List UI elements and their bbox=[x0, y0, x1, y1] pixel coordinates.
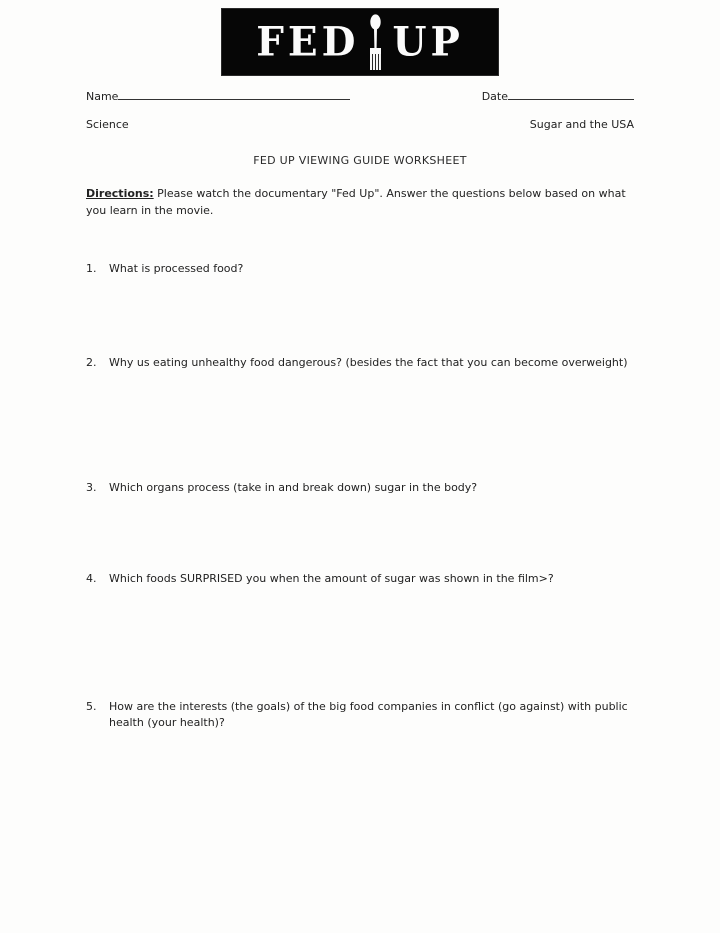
directions-label: Directions: bbox=[86, 187, 154, 200]
subject-unit-row bbox=[86, 118, 634, 131]
question-number: 1. bbox=[86, 262, 97, 275]
name-field bbox=[86, 88, 350, 103]
question-number: 4. bbox=[86, 571, 97, 585]
directions-text: Please watch the documentary "Fed Up". Answer the questions below based on what you learn in the movie. bbox=[86, 187, 626, 217]
name-date-row bbox=[86, 88, 634, 103]
question-text: Which organs process (take in and break down) sugar in the body? bbox=[109, 480, 478, 494]
subject-label: Science bbox=[86, 118, 129, 131]
question-number: 3. bbox=[86, 480, 97, 494]
name-blank-line bbox=[118, 88, 350, 100]
page-title: FED UP VIEWING GUIDE WORKSHEET bbox=[253, 154, 467, 167]
question-text: Which foods SURPRISED you when the amount of sugar was shown in the film>? bbox=[109, 571, 554, 585]
question-number: 2. bbox=[86, 355, 97, 369]
worksheet-content bbox=[86, 88, 634, 731]
unit-label: Sugar and the USA bbox=[529, 118, 634, 131]
question-text: Why us eating unhealthy food dangerous? (besides the fact that you can become overweight) bbox=[109, 355, 628, 369]
logo-text-up: UP bbox=[392, 18, 464, 65]
fork-exclamation-icon bbox=[366, 14, 385, 72]
logo-banner bbox=[0, 0, 720, 75]
date-blank-line bbox=[508, 88, 634, 100]
name-label: Name bbox=[86, 90, 119, 103]
question-4 bbox=[86, 571, 634, 587]
date-field bbox=[482, 88, 634, 103]
question-text: What is processed food? bbox=[109, 262, 244, 275]
date-label: Date bbox=[481, 90, 508, 103]
question-2 bbox=[86, 355, 634, 371]
question-text: How are the interests (the goals) of the big food companies in conflict (go against) with public health (your health)? bbox=[109, 699, 628, 729]
question-1 bbox=[86, 261, 634, 277]
question-list bbox=[86, 261, 634, 731]
question-3 bbox=[86, 480, 634, 496]
question-5 bbox=[86, 699, 634, 731]
logo-text-fed: FED bbox=[256, 18, 360, 65]
question-number: 5. bbox=[86, 699, 97, 713]
directions-paragraph bbox=[86, 186, 634, 219]
fed-up-logo bbox=[222, 9, 498, 75]
